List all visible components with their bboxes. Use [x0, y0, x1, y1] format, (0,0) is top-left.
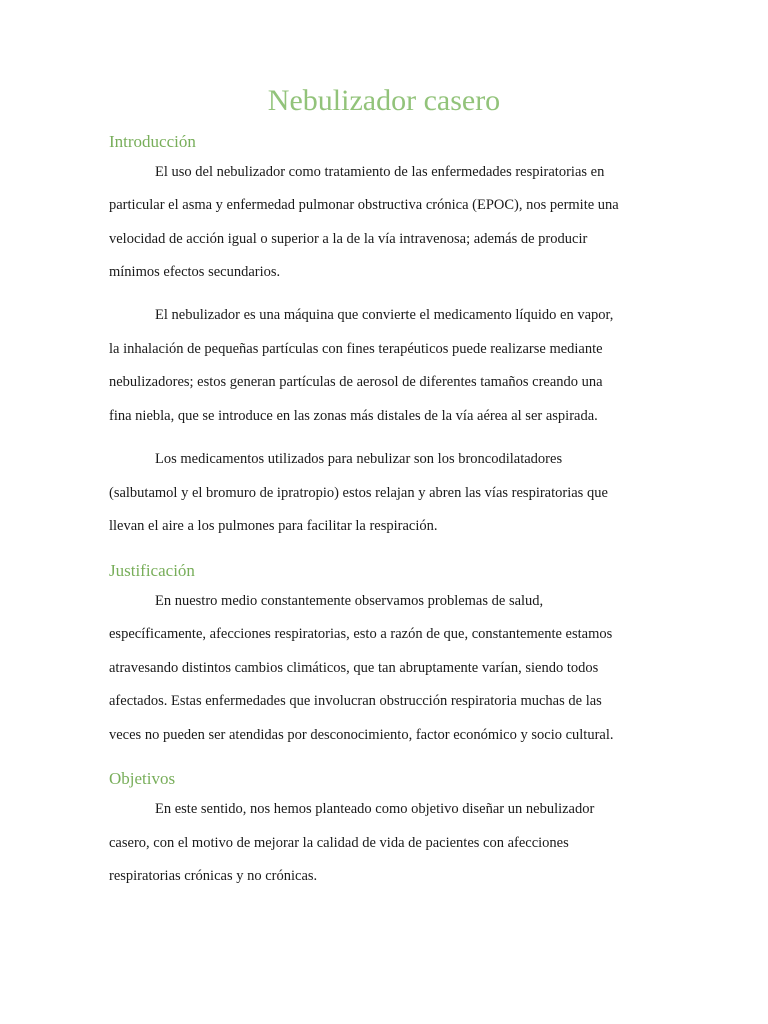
paragraph-line: casero, con el motivo de mejorar la calidad de vida de pacientes con afecciones: [109, 835, 569, 851]
paragraph-line: afectados. Estas enfermedades que involucran obstrucción respiratoria muchas de las: [109, 693, 602, 709]
paragraph-line: la inhalación de pequeñas partículas con fines terapéuticos puede realizarse mediante: [109, 341, 603, 357]
paragraph-line: atravesando distintos cambios climáticos, que tan abruptamente varían, siendo todos: [109, 660, 599, 676]
paragraph-line: En nuestro medio constantemente observamos problemas de salud,: [155, 593, 544, 609]
paragraph-line: particular el asma y enfermedad pulmonar obstructiva crónica (EPOC), nos permite una: [109, 197, 619, 213]
paragraph-line: mínimos efectos secundarios.: [109, 264, 281, 280]
section-heading-justificacion: Justificación: [109, 561, 195, 580]
section-heading-objetivos: Objetivos: [109, 769, 176, 788]
paragraph-line: Los medicamentos utilizados para nebulizar son los broncodilatadores: [155, 451, 563, 467]
paragraph-line: llevan el aire a los pulmones para facilitar la respiración.: [109, 518, 438, 534]
paragraph-line: (salbutamol y el bromuro de ipratropio) estos relajan y abren las vías respiratorias que: [109, 485, 608, 501]
paragraph-line: En este sentido, nos hemos planteado como objetivo diseñar un nebulizador: [155, 801, 595, 817]
paragraph-line: El nebulizador es una máquina que convierte el medicamento líquido en vapor,: [155, 307, 614, 323]
paragraph-line: veces no pueden ser atendidas por desconocimiento, factor económico y socio cultural.: [109, 727, 614, 743]
document-title: Nebulizador casero: [267, 84, 501, 117]
paragraph-line: velocidad de acción igual o superior a la de la vía intravenosa; además de producir: [109, 231, 588, 247]
paragraph-line: respiratorias crónicas y no crónicas.: [109, 868, 318, 884]
paragraph-line: nebulizadores; estos generan partículas de aerosol de diferentes tamaños creando una: [109, 374, 603, 390]
paragraph-line: El uso del nebulizador como tratamiento de las enfermedades respiratorias en: [155, 164, 605, 180]
section-heading-introduccion: Introducción: [109, 132, 196, 151]
paragraph-line: fina niebla, que se introduce en las zonas más distales de la vía aérea al ser aspirada.: [109, 408, 598, 424]
paragraph-line: específicamente, afecciones respiratorias, esto a razón de que, constantemente estamos: [109, 626, 613, 642]
